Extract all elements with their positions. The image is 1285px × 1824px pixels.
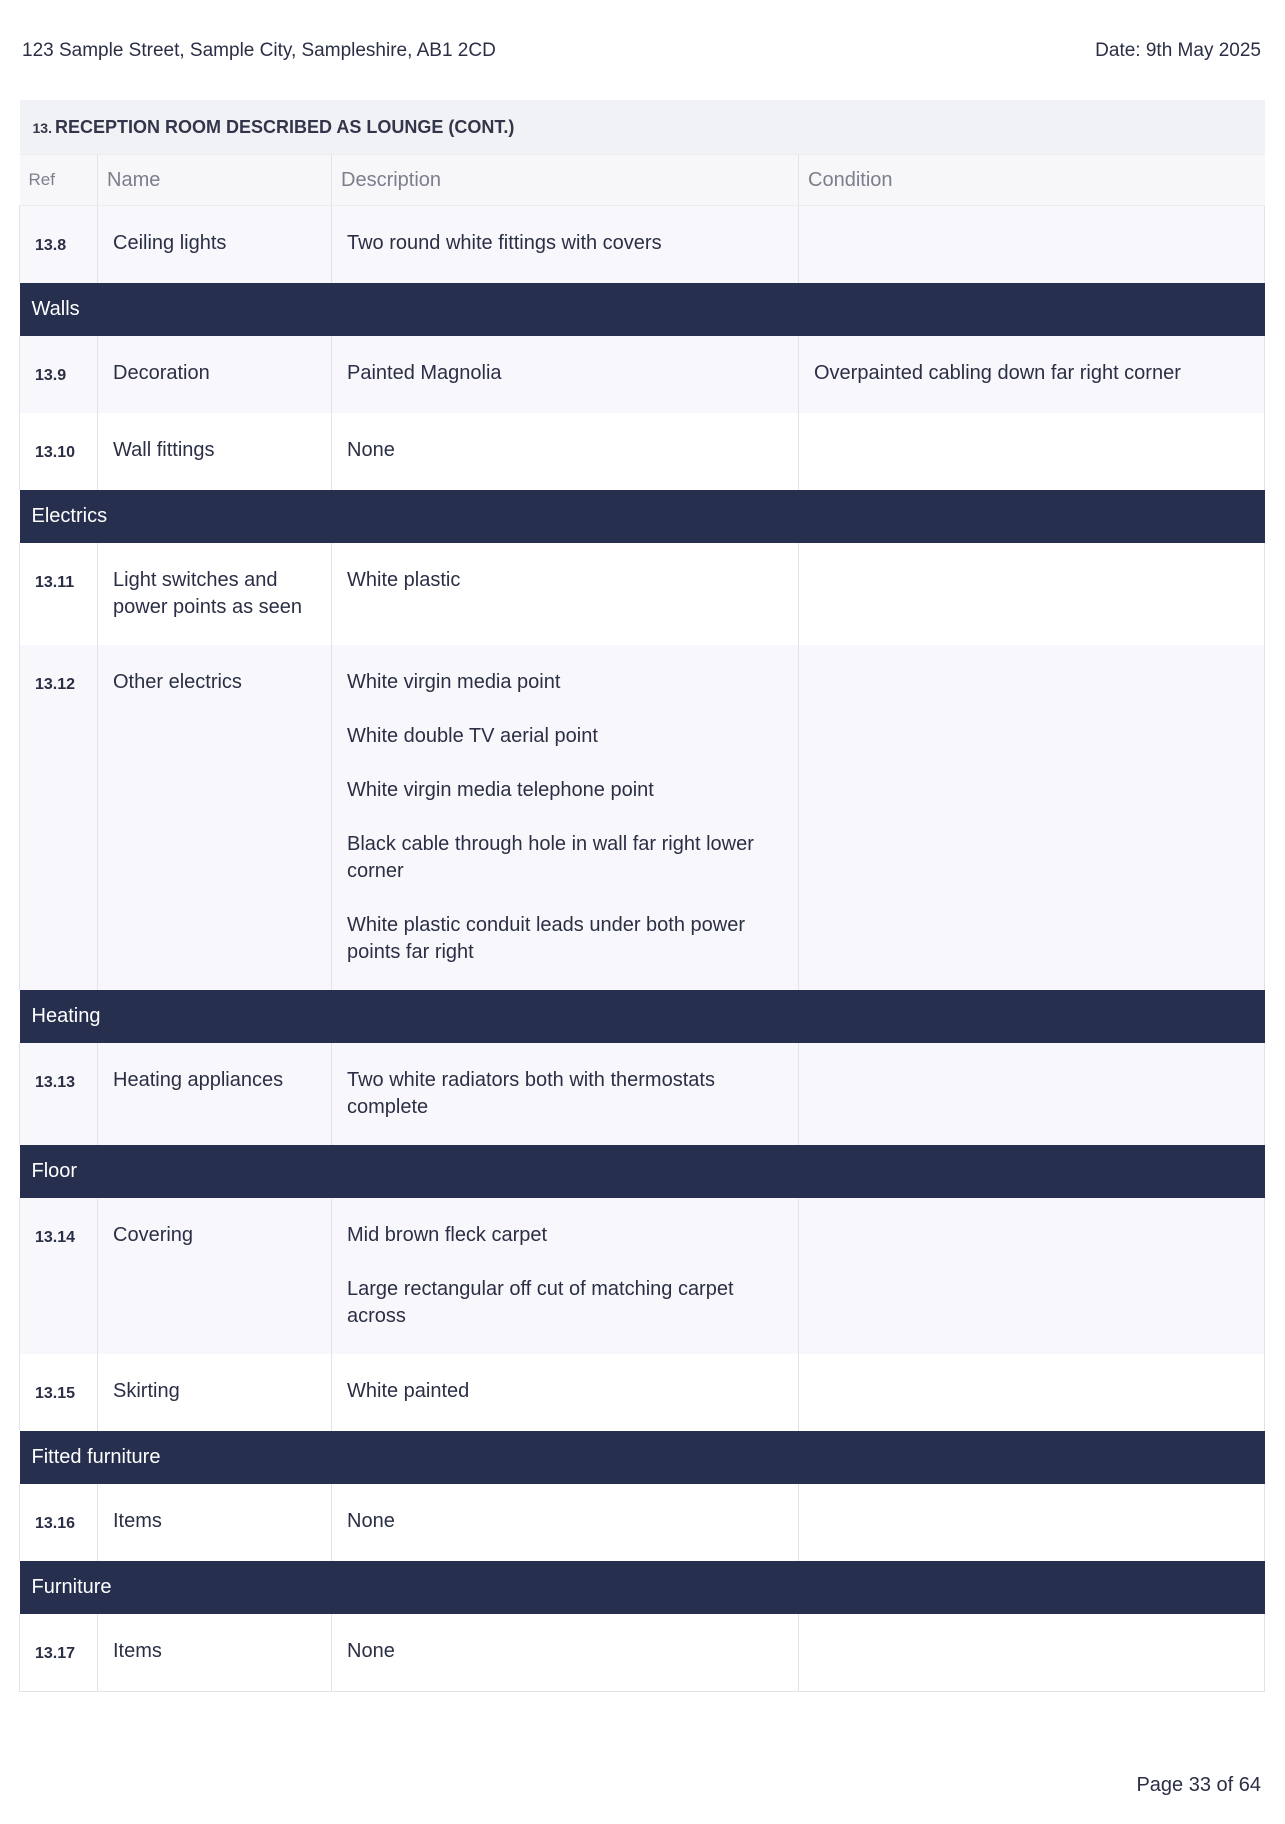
category-label: Floor bbox=[20, 1145, 1265, 1198]
table-row bbox=[20, 1354, 1265, 1431]
column-header-condition: Condition bbox=[799, 155, 1265, 206]
row-name: Light switches and power points as seen bbox=[98, 543, 332, 645]
row-condition bbox=[799, 1198, 1265, 1354]
row-ref: 13.9 bbox=[20, 336, 98, 413]
table-row bbox=[20, 645, 1265, 990]
row-description: Painted Magnolia bbox=[332, 336, 799, 413]
category-label: Electrics bbox=[20, 490, 1265, 543]
row-ref: 13.15 bbox=[20, 1354, 98, 1431]
row-description: Mid brown fleck carpet Large rectangular off cut of matching carpet across bbox=[332, 1198, 799, 1354]
row-name: Decoration bbox=[98, 336, 332, 413]
row-ref: 13.17 bbox=[20, 1614, 98, 1692]
row-name: Skirting bbox=[98, 1354, 332, 1431]
category-row-floor bbox=[20, 1145, 1265, 1198]
category-label: Heating bbox=[20, 990, 1265, 1043]
row-description: Two white radiators both with thermostats complete bbox=[332, 1043, 799, 1145]
row-condition bbox=[799, 543, 1265, 645]
column-header-row bbox=[20, 155, 1265, 206]
category-row-walls bbox=[20, 283, 1265, 336]
section-number: 13. bbox=[32, 119, 52, 136]
row-ref: 13.8 bbox=[20, 206, 98, 284]
row-ref: 13.14 bbox=[20, 1198, 98, 1354]
row-description: None bbox=[332, 1614, 799, 1692]
page-header bbox=[22, 40, 1261, 64]
category-label: Fitted furniture bbox=[20, 1431, 1265, 1484]
section-title: RECEPTION ROOM DESCRIBED AS LOUNGE (CONT.) bbox=[54, 116, 515, 137]
row-ref: 13.12 bbox=[20, 645, 98, 990]
inventory-table bbox=[19, 100, 1265, 1692]
category-row-fitted-furniture bbox=[20, 1431, 1265, 1484]
table-row bbox=[20, 1043, 1265, 1145]
table-row bbox=[20, 543, 1265, 645]
row-condition bbox=[799, 645, 1265, 990]
section-heading bbox=[20, 100, 1265, 155]
row-name: Heating appliances bbox=[98, 1043, 332, 1145]
column-header-description: Description bbox=[332, 155, 799, 206]
row-description: White virgin media point White double TV aerial point White virgin media telephone point Black cable through hole in wall far right lower corner White plastic conduit leads under both power points far right bbox=[332, 645, 799, 990]
row-ref: 13.11 bbox=[20, 543, 98, 645]
section-heading-row bbox=[20, 100, 1265, 155]
row-condition bbox=[799, 1484, 1265, 1561]
table-row bbox=[20, 336, 1265, 413]
category-label: Walls bbox=[20, 283, 1265, 336]
category-row-furniture bbox=[20, 1561, 1265, 1614]
row-condition bbox=[799, 206, 1265, 284]
row-name: Covering bbox=[98, 1198, 332, 1354]
row-condition bbox=[799, 413, 1265, 490]
column-header-ref: Ref bbox=[20, 155, 98, 206]
category-row-electrics bbox=[20, 490, 1265, 543]
table-row bbox=[20, 1614, 1265, 1692]
row-description: None bbox=[332, 413, 799, 490]
table-row bbox=[20, 1484, 1265, 1561]
column-header-name: Name bbox=[98, 155, 332, 206]
row-name: Items bbox=[98, 1484, 332, 1561]
row-description: White painted bbox=[332, 1354, 799, 1431]
row-description: Two round white fittings with covers bbox=[332, 206, 799, 284]
row-condition bbox=[799, 1354, 1265, 1431]
table-row bbox=[20, 1198, 1265, 1354]
table-row bbox=[20, 206, 1265, 284]
row-condition bbox=[799, 1043, 1265, 1145]
property-address: 123 Sample Street, Sample City, Sampleshire, AB1 2CD bbox=[22, 40, 496, 61]
row-name: Ceiling lights bbox=[98, 206, 332, 284]
row-description: None bbox=[332, 1484, 799, 1561]
row-ref: 13.16 bbox=[20, 1484, 98, 1561]
row-ref: 13.10 bbox=[20, 413, 98, 490]
row-ref: 13.13 bbox=[20, 1043, 98, 1145]
table-row bbox=[20, 413, 1265, 490]
row-description: White plastic bbox=[332, 543, 799, 645]
category-row-heating bbox=[20, 990, 1265, 1043]
row-name: Wall fittings bbox=[98, 413, 332, 490]
category-label: Furniture bbox=[20, 1561, 1265, 1614]
row-condition bbox=[799, 1614, 1265, 1692]
report-date: Date: 9th May 2025 bbox=[1095, 40, 1261, 61]
row-name: Other electrics bbox=[98, 645, 332, 990]
row-name: Items bbox=[98, 1614, 332, 1692]
page-number: Page 33 of 64 bbox=[1136, 1774, 1261, 1796]
row-condition: Overpainted cabling down far right corner bbox=[799, 336, 1265, 413]
